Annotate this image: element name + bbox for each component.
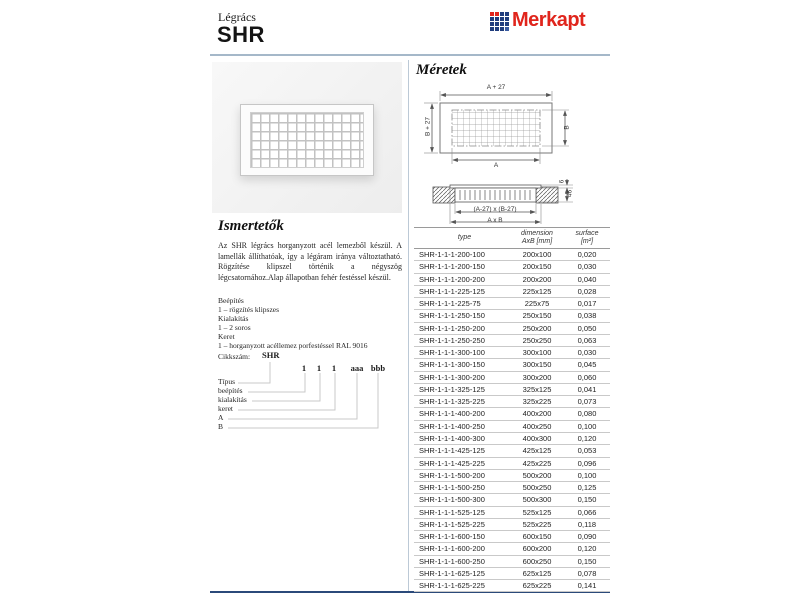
cell-surface: 0,090: [577, 532, 597, 542]
cell-dimension: 525x225: [522, 519, 552, 529]
table-row: [414, 310, 610, 322]
cell-dimension: 600x200: [522, 544, 552, 554]
cell-surface: 0,030: [577, 262, 597, 272]
cell-surface: 0,045: [577, 360, 597, 370]
table-row: [414, 359, 610, 371]
order-code-prefix: SHR: [262, 350, 280, 360]
section-view-dim-flange: 6: [558, 179, 566, 184]
cell-dimension: 200x100: [522, 250, 552, 259]
cell-surface: 0,078: [577, 568, 597, 578]
product-description: Az SHR légrács horganyzott acél lemezből készül. A lamellák állíthatóak, így a légáram iránya változtatható. Rögzítése klipszel történik a négyszög légcsatornához.Alap állapotban fehér festéssel készül.: [218, 241, 402, 282]
cell-surface: 0,066: [577, 507, 597, 517]
section-view-dim-depth: 46: [566, 189, 574, 198]
cell-type: SHR-1-1-1-325-225: [419, 397, 485, 407]
column-header-dimension: dimension AxB [mm]: [521, 229, 553, 245]
table-row: [414, 568, 610, 580]
table-row: [414, 396, 610, 408]
cell-type: SHR-1-1-1-525-225: [419, 519, 485, 529]
spec-value: 1 – horganyzott acéllemez porfestéssel RAL 9016: [218, 341, 368, 350]
cell-type: SHR-1-1-1-250-250: [419, 335, 485, 345]
section-view-dim-inner: (A-27) x (B-27): [473, 206, 517, 213]
table-row: [414, 470, 610, 482]
table-row: [414, 249, 610, 261]
column-divider: [408, 60, 409, 591]
order-code-legend: kialakítás: [218, 395, 247, 404]
cell-type: SHR-1-1-1-200-200: [419, 274, 485, 284]
table-row: [414, 445, 610, 457]
cell-surface: 0,150: [577, 495, 597, 505]
cell-dimension: 600x150: [522, 532, 552, 542]
table-row: [414, 580, 610, 592]
cell-dimension: 425x125: [522, 446, 552, 456]
order-code-legend: beépítés: [218, 386, 243, 395]
table-row: [414, 384, 610, 396]
cell-type: SHR-1-1-1-325-125: [419, 384, 485, 394]
cell-dimension: 325x225: [522, 397, 552, 407]
cell-surface: 0,080: [577, 409, 597, 419]
cell-type: SHR-1-1-1-300-150: [419, 360, 485, 370]
spec-value: 1 – 2 soros: [218, 323, 251, 332]
cell-surface: 0,120: [577, 544, 597, 554]
table-row: [414, 519, 610, 531]
table-row: [414, 408, 610, 420]
cell-dimension: 500x300: [522, 495, 552, 505]
cell-dimension: 200x200: [522, 274, 552, 284]
cell-dimension: 600x250: [522, 556, 552, 566]
cell-dimension: 300x150: [522, 360, 552, 370]
table-row: [414, 298, 610, 310]
cell-surface: 0,073: [577, 397, 597, 407]
logo-text: Merkapt: [512, 9, 586, 31]
order-code-connector-lines: [210, 345, 405, 440]
table-row: [414, 286, 610, 298]
size-table-body: [414, 249, 610, 592]
cell-dimension: 425x225: [522, 458, 552, 468]
cell-surface: 0,125: [577, 483, 597, 493]
product-photo: [212, 62, 402, 213]
cell-type: SHR-1-1-1-600-150: [419, 532, 485, 542]
table-row: [414, 556, 610, 568]
cell-dimension: 500x250: [522, 483, 552, 493]
order-code-legend: keret: [218, 404, 233, 413]
cell-surface: 0,150: [577, 556, 597, 566]
order-code-label: Cikkszám:: [218, 352, 251, 361]
cell-surface: 0,050: [577, 323, 597, 333]
section-view-dim-outer: A x B: [487, 217, 503, 224]
merkapt-grid-icon: [490, 12, 509, 31]
cell-type: SHR-1-1-1-425-225: [419, 458, 485, 468]
cell-surface: 0,053: [577, 446, 597, 456]
spec-list: [218, 296, 402, 350]
cell-surface: 0,028: [577, 286, 597, 296]
cell-type: SHR-1-1-1-225-125: [419, 286, 485, 296]
cell-type: SHR-1-1-1-200-150: [419, 262, 485, 272]
cell-surface: 0,100: [577, 421, 597, 431]
table-row: [414, 335, 610, 347]
cell-type: SHR-1-1-1-500-300: [419, 495, 485, 505]
cell-type: SHR-1-1-1-625-125: [419, 568, 485, 578]
section-title-meretek: Méretek: [416, 62, 467, 78]
cell-dimension: 400x300: [522, 433, 552, 443]
cell-surface: 0,100: [577, 470, 597, 480]
page-title: SHR: [217, 22, 265, 47]
section-title-ismertetok: Ismertetők: [218, 218, 284, 234]
size-table-header: [414, 227, 610, 249]
cell-type: SHR-1-1-1-300-200: [419, 372, 485, 382]
table-row: [414, 433, 610, 445]
table-row: [414, 274, 610, 286]
table-row: [414, 261, 610, 273]
table-row: [414, 458, 610, 470]
cell-surface: 0,118: [577, 519, 597, 529]
cell-dimension: 225x75: [524, 299, 550, 309]
cell-dimension: 250x200: [522, 323, 552, 333]
table-row: [414, 347, 610, 359]
product-category: Légrács: [218, 10, 256, 24]
spec-label: Kialakítás: [218, 314, 249, 323]
column-header-surface: surface [m²]: [575, 229, 599, 245]
cell-surface: 0,063: [577, 335, 597, 345]
table-row: [414, 323, 610, 335]
grille-lamellae: [250, 112, 364, 168]
cell-type: SHR-1-1-1-500-200: [419, 470, 485, 480]
cell-dimension: 625x225: [522, 581, 552, 591]
cell-surface: 0,141: [577, 581, 597, 591]
spec-label: Beépítés: [218, 296, 244, 305]
cell-type: SHR-1-1-1-250-150: [419, 311, 485, 321]
cell-type: SHR-1-1-1-250-200: [419, 323, 485, 333]
cell-surface: 0,040: [577, 274, 597, 284]
cell-type: SHR-1-1-1-225-75: [419, 299, 481, 309]
table-row: [414, 482, 610, 494]
cell-dimension: 325x125: [522, 384, 552, 394]
cell-surface: 0,041: [577, 384, 597, 394]
cell-type: SHR-1-1-1-400-300: [419, 433, 485, 443]
header-divider: [210, 54, 610, 56]
table-row: [414, 531, 610, 543]
cell-surface: 0,120: [577, 433, 597, 443]
order-code-position: aaa: [350, 363, 364, 373]
cell-surface: 0,038: [577, 311, 597, 321]
cell-type: SHR-1-1-1-600-250: [419, 556, 485, 566]
cell-type: SHR-1-1-1-400-250: [419, 421, 485, 431]
cell-type: SHR-1-1-1-425-125: [419, 446, 485, 456]
order-code-position: 1: [316, 363, 322, 373]
order-code-legend: B: [218, 422, 224, 431]
order-code-position: 1: [331, 363, 337, 373]
cell-dimension: 500x200: [522, 470, 552, 480]
table-row: [414, 421, 610, 433]
table-row: [414, 507, 610, 519]
cell-dimension: 200x150: [522, 262, 552, 272]
cell-dimension: 250x250: [522, 335, 552, 345]
cell-type: SHR-1-1-1-500-250: [419, 483, 485, 493]
cell-dimension: 625x125: [522, 568, 552, 578]
cell-surface: 0,060: [577, 372, 597, 382]
front-view-dim-left: B + 27: [424, 117, 432, 136]
spec-label: Keret: [218, 332, 235, 341]
cell-surface: 0,096: [577, 458, 597, 468]
cell-dimension: 300x100: [522, 348, 552, 358]
table-row: [414, 372, 610, 384]
table-row: [414, 494, 610, 506]
order-code-legend: Típus: [218, 377, 236, 386]
column-header-type: type: [457, 233, 472, 241]
cell-dimension: 400x250: [522, 421, 552, 431]
cell-type: SHR-1-1-1-300-100: [419, 348, 485, 358]
spec-value: 1 – rögzítés klipszes: [218, 305, 280, 314]
cell-dimension: 525x125: [522, 507, 552, 517]
cell-type: SHR-1-1-1-625-225: [419, 581, 485, 591]
cell-type: SHR-1-1-1-200-100: [419, 250, 485, 259]
cell-type: SHR-1-1-1-525-125: [419, 507, 485, 517]
cell-dimension: 225x125: [522, 286, 552, 296]
cell-type: SHR-1-1-1-600-200: [419, 544, 485, 554]
cell-surface: 0,030: [577, 348, 597, 358]
front-view-dim-top: A + 27: [486, 84, 506, 91]
section-view-drawing: [415, 175, 610, 235]
front-view-dim-bottom: A: [493, 162, 499, 169]
front-view-drawing: [415, 82, 610, 172]
front-view-dim-right: B: [563, 125, 571, 130]
size-table: [414, 227, 610, 592]
company-logo: [490, 8, 585, 32]
cell-dimension: 400x200: [522, 409, 552, 419]
table-row: [414, 543, 610, 555]
cell-dimension: 250x150: [522, 311, 552, 321]
order-code-legend: A: [218, 413, 224, 422]
order-code-position: 1: [301, 363, 307, 373]
order-code-position: bbb: [370, 363, 386, 373]
cell-surface: 0,017: [577, 299, 597, 309]
cell-type: SHR-1-1-1-400-200: [419, 409, 485, 419]
grille-image: [240, 104, 374, 176]
cell-dimension: 300x200: [522, 372, 552, 382]
cell-surface: 0,020: [577, 250, 597, 259]
